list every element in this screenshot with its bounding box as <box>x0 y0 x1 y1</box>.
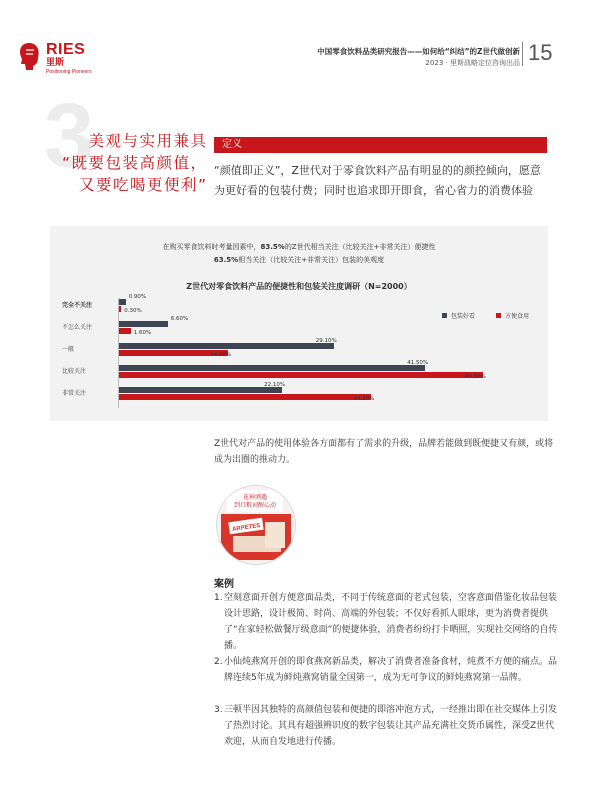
case-item-3 <box>214 702 559 750</box>
logo-head-icon <box>18 42 40 72</box>
product-photo <box>216 485 296 565</box>
legend-swatch-2 <box>496 313 501 318</box>
panel-line2-suffix: 相当关注（比较关注+非常关注）包装的美观度 <box>238 256 385 264</box>
case-title: 案例 <box>214 579 234 590</box>
panel-line1-suffix: 的Z世代相当关注（比较关注+非常关注）便捷性 <box>284 243 436 251</box>
section-title-line1: 美观与实用兼具 <box>88 132 208 150</box>
case-number-3: 3. <box>214 705 223 715</box>
case-number-1: 1. <box>214 593 223 603</box>
panel-summary-line1 <box>50 242 548 252</box>
logo-tagline: Positioning Pioneers <box>46 69 92 75</box>
section-number: 3 <box>44 86 95 186</box>
section-title-line3: 又要吃喝更便利” <box>79 176 208 194</box>
definition-text: “颜值即正义”，Z世代对于零食饮料产品有明显的的颜控倾向，愿意为更好看的包装付费；同时也追求即开即食，省心省力的消费体验 <box>214 164 541 197</box>
case-text-2: 小仙炖燕窝开创的即食燕窝新品类，解决了消费者准备食材，炖煮不方便的痛点。品牌连续5年成为鲜炖燕窝销量全国第一，成为无可争议的鲜炖燕窝第一品牌。 <box>224 657 558 683</box>
bar-packaging <box>119 343 334 349</box>
bar-packaging <box>119 321 168 327</box>
legend-label-2: 方便食用 <box>505 313 530 320</box>
logo-text: RIES <box>46 41 86 58</box>
section-title <box>62 130 208 196</box>
bar-value-label: 1.60% <box>133 330 152 336</box>
category-label: 完全不关注 <box>62 302 93 309</box>
product-package-text: ARPETES <box>231 523 261 533</box>
bar-value-label: 41.50% <box>407 360 429 366</box>
case-text-3: 三顿半因其独特的高颜值包装和便捷的即溶冲泡方式，一经推出即在社交媒体上引发了热烈讨论。其具有超强辨识度的数字包装让其产品充满社交货币属性，深受Z世代欢迎，从而自发地进行传播。 <box>224 705 558 747</box>
case-number-2: 2. <box>214 657 223 667</box>
category-label: 比较关注 <box>62 368 87 375</box>
panel-line1-bold: 83.5% <box>260 243 285 251</box>
page-number: 15 <box>528 40 553 65</box>
bar-packaging <box>119 387 282 393</box>
bar-value-label: 0.90% <box>128 294 147 300</box>
bar-packaging <box>119 365 425 371</box>
logo-cn-text: 里斯 <box>46 58 65 68</box>
svg-text:到口粮词醇心动: 到口粮词醇心动 <box>233 502 277 509</box>
bar-value-label: 29.10% <box>315 338 337 344</box>
bar-packaging <box>119 299 126 305</box>
bar-value-label: 49.30% <box>464 374 486 380</box>
chart-title: Z世代对零食饮料产品的便捷性和包装关注度调研（N=2000） <box>186 282 412 291</box>
bar-convenience <box>119 394 371 400</box>
summary-paragraph: Z世代对产品的使用体验各方面都有了需求的升级，品牌若能做到既便捷又有颜，或将成为出圈的推动力。 <box>214 439 554 465</box>
legend-label-1: 包装好看 <box>451 313 476 320</box>
report-title: 中国零食饮料品类研究报告——如何给“纠结”的Z世代做创新 <box>317 47 520 56</box>
product-photo-graphic <box>217 486 295 564</box>
section-title-line2: “既要包装高颜值， <box>62 154 208 172</box>
bar-value-label: 0.30% <box>124 308 142 314</box>
header-divider <box>522 42 523 66</box>
definition-bar <box>214 137 547 153</box>
category-label: 不怎么关注 <box>62 324 93 331</box>
category-label: 非常关注 <box>62 390 87 397</box>
legend-swatch-1 <box>442 313 447 318</box>
panel-line1-prefix: 在购买零食饮料时考量因素中， <box>162 243 261 251</box>
panel-line2-bold: 63.5% <box>213 256 239 264</box>
bar-value-label: 22.10% <box>264 382 286 388</box>
panel-summary-line2 <box>50 255 548 265</box>
definition-label: 定义 <box>222 139 242 150</box>
bar-convenience <box>119 372 483 378</box>
report-subtitle: 2023 · 里斯战略定位咨询出品 <box>425 59 520 67</box>
bar-convenience <box>119 328 131 334</box>
case-item-1 <box>214 590 559 654</box>
category-label: 一般 <box>62 346 75 353</box>
bar-value-label: 14.80% <box>210 352 232 358</box>
bar-convenience <box>119 306 121 312</box>
bar-value-label: 6.60% <box>170 316 189 322</box>
svg-text:花神酒遇: 花神酒遇 <box>242 494 268 501</box>
case-item-2 <box>214 654 559 686</box>
case-text-1: 空刻意面开创方便意面品类，不同于传统意面的老式包装，空客意面借鉴化妆品包装设计思路，设计极简、时尚、高端的外包装；不仅好看抓人眼球，更为消费者提供了“在家轻松做餐厅级意面”的便捷体验，消费者纷纷打卡晒照，实现社交网络的自传播。 <box>224 593 558 651</box>
bar-value-label: 34.20% <box>353 396 375 402</box>
legend-item-1 <box>442 311 475 320</box>
legend-item-2 <box>496 311 529 320</box>
